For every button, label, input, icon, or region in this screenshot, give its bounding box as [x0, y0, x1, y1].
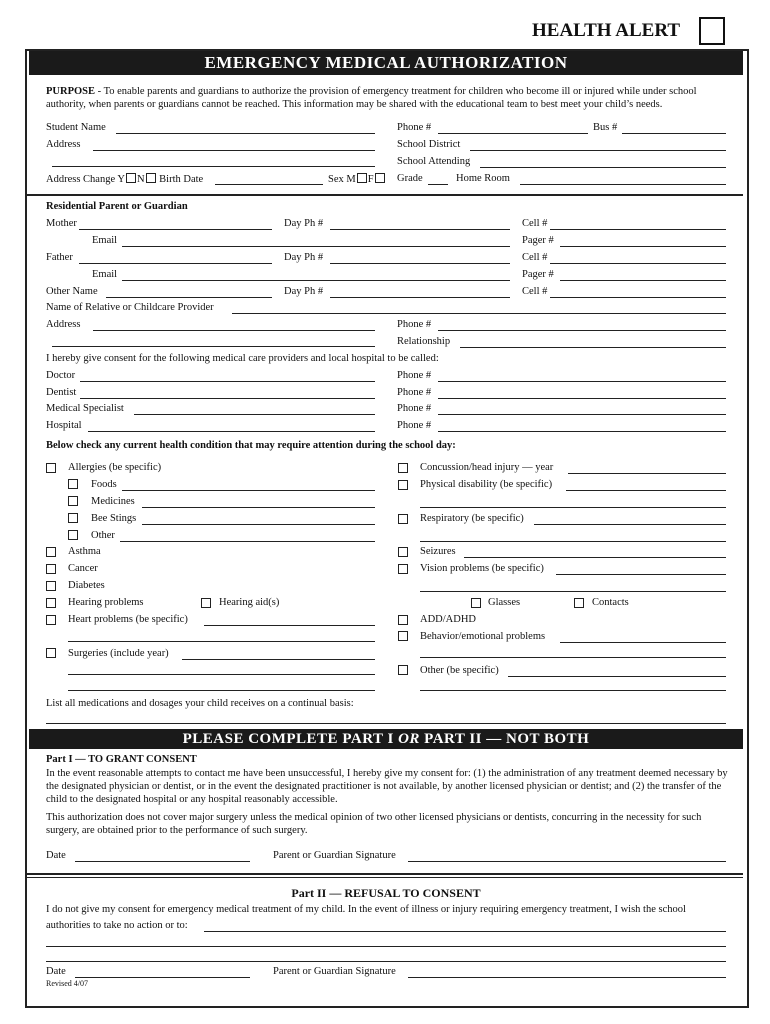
concussion-field[interactable] [568, 473, 726, 474]
father-cell-field[interactable] [550, 263, 726, 264]
part2-date-field[interactable] [75, 977, 250, 978]
surgeries-field-3[interactable] [68, 690, 375, 691]
foods-label: Foods [91, 479, 117, 490]
part2-title: Part II — REFUSAL TO CONSENT [291, 886, 481, 900]
other-dayph-label: Day Ph # [284, 286, 324, 297]
bee-stings-checkbox[interactable] [68, 513, 78, 523]
part2-instructions-field-2[interactable] [46, 946, 726, 947]
part-divider-2 [27, 877, 743, 878]
home-room-field[interactable] [520, 184, 726, 185]
hospital-label: Hospital [46, 420, 82, 431]
hospital-field[interactable] [88, 431, 375, 432]
grade-label: Grade [397, 173, 423, 184]
other-dayph-field[interactable] [330, 297, 510, 298]
other-cell-label: Cell # [522, 286, 548, 297]
medicines-field[interactable] [142, 507, 375, 508]
relationship-field[interactable] [460, 347, 726, 348]
part1-text-2: This authorization does not cover major surgery unless the medical opinion of two other licensed physicians or dentists, concurring in the necessity for such surgery, are obtained prior to the performance of such surgery. [46, 812, 702, 836]
part1-text: In the event reasonable attempts to contact me have been unsuccessful, I hereby give my consent for: (1) the administration of any treatment deemed necessary by the designated physician or dentist, or in the event the designated practitioner is not available, by another licensed physician or dentist; and (2) the transfer of the child to the designated hospital or any hospital reasonably accessible. [46, 768, 728, 805]
adhd-checkbox[interactable] [398, 615, 408, 625]
cancer-checkbox[interactable] [46, 564, 56, 574]
father-label: Father [46, 252, 73, 263]
part-divider [27, 873, 743, 875]
address-field-2[interactable] [52, 166, 375, 167]
vision-checkbox[interactable] [398, 564, 408, 574]
other-allergy-label: Other [91, 530, 115, 541]
part1-signature-field[interactable] [408, 861, 726, 862]
physical-label: Physical disability (be specific) [420, 479, 553, 490]
part2-signature-field[interactable] [408, 977, 726, 978]
surgeries-field[interactable] [182, 659, 375, 660]
part1-date-field[interactable] [75, 861, 250, 862]
health-alert-checkbox[interactable] [699, 17, 725, 45]
form-title: EMERGENCY MEDICAL AUTHORIZATION [29, 51, 743, 75]
father-pager-field[interactable] [560, 280, 726, 281]
respiratory-field[interactable] [534, 524, 726, 525]
glasses-label: Glasses [488, 597, 521, 608]
specialist-phone-label: Phone # [397, 403, 432, 414]
respiratory-field-2[interactable] [420, 541, 726, 542]
part2-instructions-field-3[interactable] [46, 961, 726, 962]
other-cell-field[interactable] [550, 297, 726, 298]
father-dayph-label: Day Ph # [284, 252, 324, 263]
glasses-checkbox[interactable] [471, 598, 481, 608]
heart-label: Heart problems (be specific) [68, 614, 188, 625]
relative-address-field[interactable] [93, 330, 375, 331]
seizures-label: Seizures [420, 546, 456, 557]
physical-checkbox[interactable] [398, 480, 408, 490]
student-name-label: Student Name [46, 122, 106, 133]
other-allergy-field[interactable] [120, 541, 375, 542]
address-change-yes-checkbox[interactable] [126, 173, 136, 183]
medicines-checkbox[interactable] [68, 496, 78, 506]
relative-address-field-2[interactable] [52, 346, 375, 347]
vision-label: Vision problems (be specific) [420, 563, 544, 574]
specialist-phone-field[interactable] [438, 414, 726, 415]
part2-text: I do not give my consent for emergency medical treatment of my child. In the event of illness or injury requiring emergency treatment, I wish the school [46, 904, 686, 915]
heart-field-2[interactable] [68, 641, 375, 642]
cancer-label: Cancer [68, 563, 98, 574]
other-condition-field[interactable] [508, 676, 726, 677]
part2-instructions-field[interactable] [204, 931, 726, 932]
phone-label: Phone # [397, 122, 432, 133]
school-attending-label: School Attending [397, 156, 471, 167]
conditions-heading: Below check any current health condition that may require attention during the school day: [46, 440, 456, 451]
part1-date-label: Date [46, 850, 66, 861]
doctor-phone-label: Phone # [397, 370, 432, 381]
part1-signature-label: Parent or Guardian Signature [273, 850, 396, 861]
relative-address-label: Address [46, 319, 81, 330]
guardian-heading: Residential Parent or Guardian [46, 201, 188, 212]
diabetes-label: Diabetes [68, 580, 105, 591]
concussion-label: Concussion/head injury — year [420, 462, 554, 473]
school-district-field[interactable] [470, 150, 726, 151]
mother-cell-field[interactable] [550, 229, 726, 230]
asthma-label: Asthma [68, 546, 101, 557]
surgeries-label: Surgeries (include year) [68, 648, 169, 659]
purpose-body: - To enable parents and guardians to authorize the provision of emergency treatment for children who become ill or injured while under school authority, when parents or guardians cannot be reached. This information may be shared with the educational team to best meet your child’s needs. [46, 86, 697, 110]
doctor-label: Doctor [46, 370, 76, 381]
home-room-label: Home Room [456, 173, 510, 184]
foods-checkbox[interactable] [68, 479, 78, 489]
relationship-label: Relationship [397, 336, 451, 347]
part-choice-banner: PLEASE COMPLETE PART I OR PART II — NOT BOTH [29, 729, 743, 749]
physical-field-2[interactable] [420, 507, 726, 508]
hospital-phone-label: Phone # [397, 420, 432, 431]
dentist-phone-label: Phone # [397, 387, 432, 398]
mother-email-field[interactable] [122, 246, 510, 247]
relative-field[interactable] [232, 313, 726, 314]
other-condition-checkbox[interactable] [398, 665, 408, 675]
concussion-checkbox[interactable] [398, 463, 408, 473]
adhd-label: ADD/ADHD [420, 614, 476, 625]
sex-f-checkbox[interactable] [375, 173, 385, 183]
relative-label: Name of Relative or Childcare Provider [46, 302, 214, 313]
foods-field[interactable] [122, 490, 375, 491]
mother-label: Mother [46, 218, 77, 229]
father-pager-label: Pager # [522, 269, 554, 280]
mother-field[interactable] [79, 229, 272, 230]
address-field[interactable] [93, 150, 375, 151]
revised-note: Revised 4/07 [46, 979, 88, 988]
bee-stings-label: Bee Stings [91, 513, 137, 524]
dentist-phone-field[interactable] [438, 398, 726, 399]
hearing-checkbox[interactable] [46, 598, 56, 608]
part2-text-2: authorities to take no action or to: [46, 920, 188, 931]
allergies-checkbox[interactable] [46, 463, 56, 473]
consent-providers-text: I hereby give consent for the following medical care providers and local hospital to be called: [46, 353, 439, 364]
medications-field[interactable] [46, 723, 726, 724]
behavior-field-2[interactable] [420, 657, 726, 658]
section-divider [27, 194, 743, 196]
form-border [25, 49, 749, 1008]
other-condition-field-2[interactable] [420, 690, 726, 691]
medications-label: List all medications and dosages your child receives on a continual basis: [46, 698, 354, 709]
hospital-phone-field[interactable] [438, 431, 726, 432]
respiratory-label: Respiratory (be specific) [420, 513, 524, 524]
part1-title: Part I — TO GRANT CONSENT [46, 754, 197, 765]
dentist-field[interactable] [80, 398, 375, 399]
seizures-field[interactable] [464, 557, 726, 558]
dentist-label: Dentist [46, 387, 77, 398]
specialist-field[interactable] [134, 414, 375, 415]
grade-field[interactable] [428, 184, 448, 185]
mother-pager-label: Pager # [522, 235, 554, 246]
heart-field[interactable] [204, 625, 375, 626]
other-name-field[interactable] [106, 297, 272, 298]
surgeries-checkbox[interactable] [46, 648, 56, 658]
relative-phone-label: Phone # [397, 319, 432, 330]
purpose-label: PURPOSE [46, 86, 96, 97]
address-label: Address [46, 139, 81, 150]
father-cell-label: Cell # [522, 252, 548, 263]
purpose-text [46, 85, 736, 111]
medicines-label: Medicines [91, 496, 135, 507]
address-change-label: Address Change Y N Birth Date [46, 174, 204, 185]
school-district-label: School District [397, 139, 461, 150]
vision-field-2[interactable] [420, 591, 726, 592]
hearing-aids-label: Hearing aid(s) [219, 597, 280, 608]
mother-dayph-field[interactable] [330, 229, 510, 230]
part2-signature-label: Parent or Guardian Signature [273, 966, 396, 977]
other-allergy-checkbox[interactable] [68, 530, 78, 540]
physical-field[interactable] [566, 490, 726, 491]
health-alert-label: HEALTH ALERT [532, 20, 681, 41]
hearing-label: Hearing problems [68, 597, 144, 608]
bee-stings-field[interactable] [142, 524, 375, 525]
contacts-label: Contacts [592, 597, 629, 608]
sex-label: Sex M F [328, 173, 386, 186]
student-name-field[interactable] [116, 133, 375, 134]
respiratory-checkbox[interactable] [398, 514, 408, 524]
heart-checkbox[interactable] [46, 615, 56, 625]
father-email-label: Email [92, 269, 118, 280]
bus-label: Bus # [593, 122, 618, 133]
father-field[interactable] [79, 263, 272, 264]
surgeries-field-2[interactable] [68, 674, 375, 675]
other-condition-label: Other (be specific) [420, 665, 499, 676]
sex-m-checkbox[interactable] [357, 173, 367, 183]
address-change-no-checkbox[interactable] [146, 173, 156, 183]
doctor-field[interactable] [80, 381, 375, 382]
birth-date-field[interactable] [215, 184, 323, 185]
father-email-field[interactable] [122, 280, 510, 281]
other-name-label: Other Name [46, 286, 98, 297]
behavior-checkbox[interactable] [398, 631, 408, 641]
mother-cell-label: Cell # [522, 218, 548, 229]
father-dayph-field[interactable] [330, 263, 510, 264]
asthma-checkbox[interactable] [46, 547, 56, 557]
relative-phone-field[interactable] [438, 330, 726, 331]
allergies-label: Allergies (be specific) [68, 462, 162, 473]
bus-field[interactable] [622, 133, 726, 134]
doctor-phone-field[interactable] [438, 381, 726, 382]
hearing-aids-checkbox[interactable] [201, 598, 211, 608]
part2-date-label: Date [46, 966, 66, 977]
mother-pager-field[interactable] [560, 246, 726, 247]
phone-field[interactable] [438, 133, 588, 134]
behavior-label: Behavior/emotional problems [420, 631, 546, 642]
specialist-label: Medical Specialist [46, 403, 124, 414]
mother-email-label: Email [92, 235, 118, 246]
vision-field[interactable] [556, 574, 726, 575]
mother-dayph-label: Day Ph # [284, 218, 324, 229]
seizures-checkbox[interactable] [398, 547, 408, 557]
diabetes-checkbox[interactable] [46, 581, 56, 591]
contacts-checkbox[interactable] [574, 598, 584, 608]
school-attending-field[interactable] [480, 167, 726, 168]
behavior-field[interactable] [560, 642, 726, 643]
